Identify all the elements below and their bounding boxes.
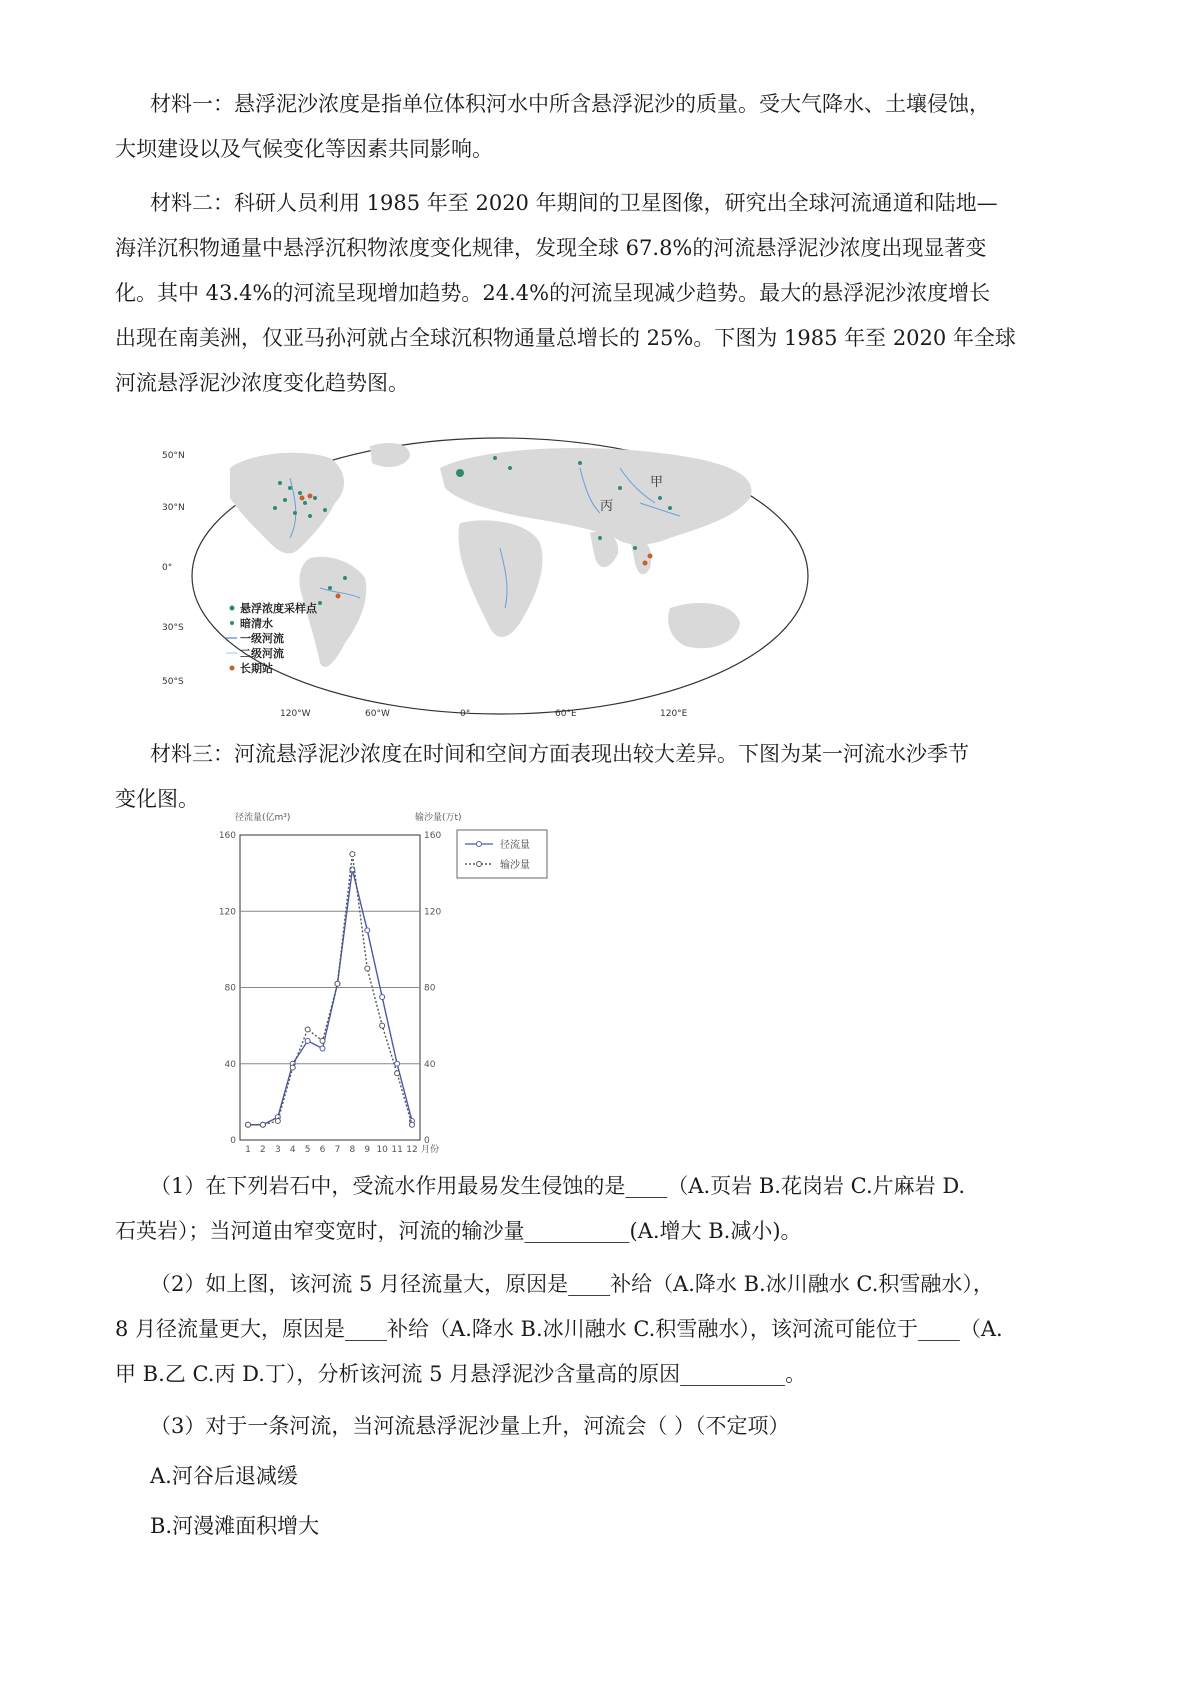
series-line-runoff	[248, 869, 412, 1124]
x-tick-label: 5	[304, 1145, 311, 1155]
sample-point	[283, 498, 287, 502]
data-point-sediment	[246, 1122, 251, 1127]
material2-line-5: 河流悬浮泥沙浓度变化趋势图。	[115, 371, 409, 395]
lon-label: 60°E	[555, 709, 577, 719]
sample-point	[303, 501, 307, 505]
y-tick-label-left: 120	[218, 907, 236, 918]
sample-point	[578, 461, 582, 465]
sample-point	[493, 456, 497, 460]
sample-point	[288, 486, 292, 490]
world-map-figure	[160, 428, 850, 726]
x-tick-label: 7	[334, 1145, 341, 1155]
lat-label: 50°S	[162, 677, 184, 687]
legend-runoff: 径流量	[500, 840, 530, 851]
material1-line-1: 材料一：悬浮泥沙浓度是指单位体积河水中所含悬浮泥沙的质量。受大气降水、土壤侵蚀，	[150, 92, 990, 116]
legend-sample-marker	[230, 606, 235, 611]
sample-point	[308, 514, 312, 518]
data-point-sediment	[305, 1027, 310, 1032]
sample-point	[508, 466, 512, 470]
data-point-runoff	[305, 1038, 310, 1043]
x-tick-label: 10	[376, 1145, 388, 1155]
chart-legend	[457, 830, 547, 878]
material3-line-2: 变化图。	[115, 787, 199, 811]
lon-label: 0°	[460, 709, 471, 719]
lon-label: 120°W	[280, 709, 311, 719]
station-point	[336, 594, 341, 599]
x-tick-label: 11	[391, 1145, 403, 1155]
sample-point	[278, 481, 282, 485]
sample-point	[318, 601, 322, 605]
material2-line-2: 海洋沉积物通量中悬浮沉积物浓度变化规律，发现全球 67.8%的河流悬浮泥沙浓度出现显著变	[115, 236, 987, 260]
lat-label: 0°	[162, 563, 173, 573]
y-tick-label-right: 160	[424, 831, 442, 841]
sample-point	[668, 506, 672, 510]
place-label-jia: 甲	[650, 475, 664, 490]
runoff-sediment-chart	[218, 810, 615, 1155]
sample-point	[323, 508, 327, 512]
data-point-runoff	[365, 928, 370, 933]
y-tick-label-right: 120	[424, 907, 442, 918]
x-tick-label: 6	[319, 1145, 326, 1155]
y-tick-label-left: 0	[230, 1136, 236, 1146]
legend-clear: 暗清水	[240, 617, 273, 630]
series	[246, 852, 415, 1128]
data-point-runoff	[380, 995, 385, 1000]
lon-label: 120°E	[660, 709, 688, 719]
legend-sediment-marker	[477, 862, 482, 867]
lat-label: 30°N	[162, 503, 185, 513]
station-point	[308, 494, 313, 499]
x-tick-label: 1	[245, 1145, 251, 1155]
legend-clear-marker	[230, 621, 234, 625]
sample-point	[456, 469, 464, 477]
y-tick-label-right: 0	[424, 1136, 430, 1146]
x-tick-label: 8	[349, 1145, 356, 1155]
sample-point	[633, 546, 637, 550]
data-point-sediment	[365, 966, 370, 971]
sample-point	[298, 491, 302, 495]
x-unit: 月份	[421, 1145, 440, 1155]
material2-line-3: 化。其中 43.4%的河流呈现增加趋势。24.4%的河流呈现减少趋势。最大的悬浮泥沙浓度增长	[115, 281, 991, 305]
lat-label: 30°S	[162, 623, 184, 633]
right-axis-label: 输沙量(万t)	[415, 813, 462, 823]
legend-sediment: 输沙量	[500, 860, 530, 871]
sample-point	[658, 496, 662, 500]
data-point-sediment	[290, 1065, 295, 1070]
x-tick-label: 4	[289, 1145, 296, 1155]
station-point	[648, 554, 653, 559]
sample-point	[343, 576, 347, 580]
q1-line-1: （1）在下列岩石中，受流水作用最易发生侵蚀的是____（A.页岩 B.花岗岩 C.片麻岩 D.	[150, 1174, 966, 1198]
world-map	[160, 428, 850, 726]
legend-station-marker	[230, 666, 235, 671]
chart-svg	[218, 810, 615, 1155]
data-point-sediment	[395, 1071, 400, 1076]
legend-river1: 一级河流	[240, 632, 284, 645]
x-tick-label: 2	[260, 1145, 266, 1155]
data-point-runoff	[395, 1061, 400, 1066]
material2-line-4: 出现在南美洲，仅亚马孙河就占全球沉积物通量总增长的 25%。下图为 1985 年至 2020 年全球	[115, 326, 1016, 350]
q2-line-1: （2）如上图，该河流 5 月径流量大，原因是____补给（A.降水 B.冰川融水 C.积雪融水），	[150, 1272, 994, 1296]
y-tick-label-left: 160	[218, 831, 236, 841]
left-axis-label: 径流量(亿m³)	[235, 813, 291, 823]
x-tick-label: 3	[274, 1145, 281, 1155]
material1-line-2: 大坝建设以及气候变化等因素共同影响。	[115, 137, 493, 161]
left-ticks	[219, 831, 236, 1146]
station-point	[300, 496, 305, 501]
station-point	[643, 561, 648, 566]
series-line-sediment	[248, 854, 412, 1125]
legend-river2: 二级河流	[240, 647, 284, 660]
y-tick-label-right: 80	[424, 983, 436, 994]
y-tick-label-left: 40	[224, 1059, 236, 1070]
data-point-sediment	[350, 852, 355, 857]
legend-sample: 悬浮浓度采样点	[240, 602, 317, 615]
data-point-sediment	[410, 1122, 415, 1127]
q2-line-3: 甲 B.乙 C.丙 D.丁），分析该河流 5 月悬浮泥沙含量高的原因__________。	[115, 1362, 807, 1386]
data-point-sediment	[335, 981, 340, 986]
sample-point	[598, 536, 602, 540]
sample-point	[328, 586, 332, 590]
lat-label: 50°N	[162, 451, 185, 461]
material2-line-1: 材料二：科研人员利用 1985 年至 2020 年期间的卫星图像，研究出全球河流通道和陆地—	[150, 191, 998, 215]
x-tick-label: 12	[406, 1145, 418, 1155]
sample-point	[293, 511, 297, 515]
sample-point	[313, 496, 317, 500]
q2-line-2: 8 月径流量更大，原因是____补给（A.降水 B.冰川融水 C.积雪融水），该河流可能位于____（A.	[115, 1317, 1003, 1341]
sample-point	[273, 506, 277, 510]
q3-stem: （3）对于一条河流，当河流悬浮泥沙量上升，河流会（ ）（不定项）	[150, 1414, 790, 1438]
right-ticks	[424, 831, 441, 1146]
legend-runoff-marker	[477, 842, 482, 847]
lon-label: 60°W	[365, 709, 390, 719]
legend-station: 长期站	[240, 662, 273, 675]
grid	[240, 911, 420, 1064]
data-point-sediment	[260, 1122, 265, 1127]
data-point-sediment	[275, 1118, 280, 1123]
sample-point	[618, 486, 622, 490]
q3-option-a[interactable]: A.河谷后退减缓	[150, 1464, 298, 1488]
x-ticks	[245, 1145, 418, 1155]
y-tick-label-right: 40	[424, 1059, 436, 1070]
place-label-bing: 丙	[600, 499, 614, 514]
q3-option-b[interactable]: B.河漫滩面积增大	[150, 1514, 320, 1538]
material3-line-1: 材料三：河流悬浮泥沙浓度在时间和空间方面表现出较大差异。下图为某一河流水沙季节	[150, 742, 969, 766]
data-point-sediment	[320, 1038, 325, 1043]
q1-line-2: 石英岩）；当河道由窄变宽时，河流的输沙量__________(A.增大 B.减小)。	[115, 1219, 802, 1243]
x-tick-label: 9	[364, 1145, 371, 1155]
data-point-sediment	[380, 1023, 385, 1028]
data-point-runoff	[320, 1046, 325, 1051]
y-tick-label-left: 80	[224, 983, 236, 994]
